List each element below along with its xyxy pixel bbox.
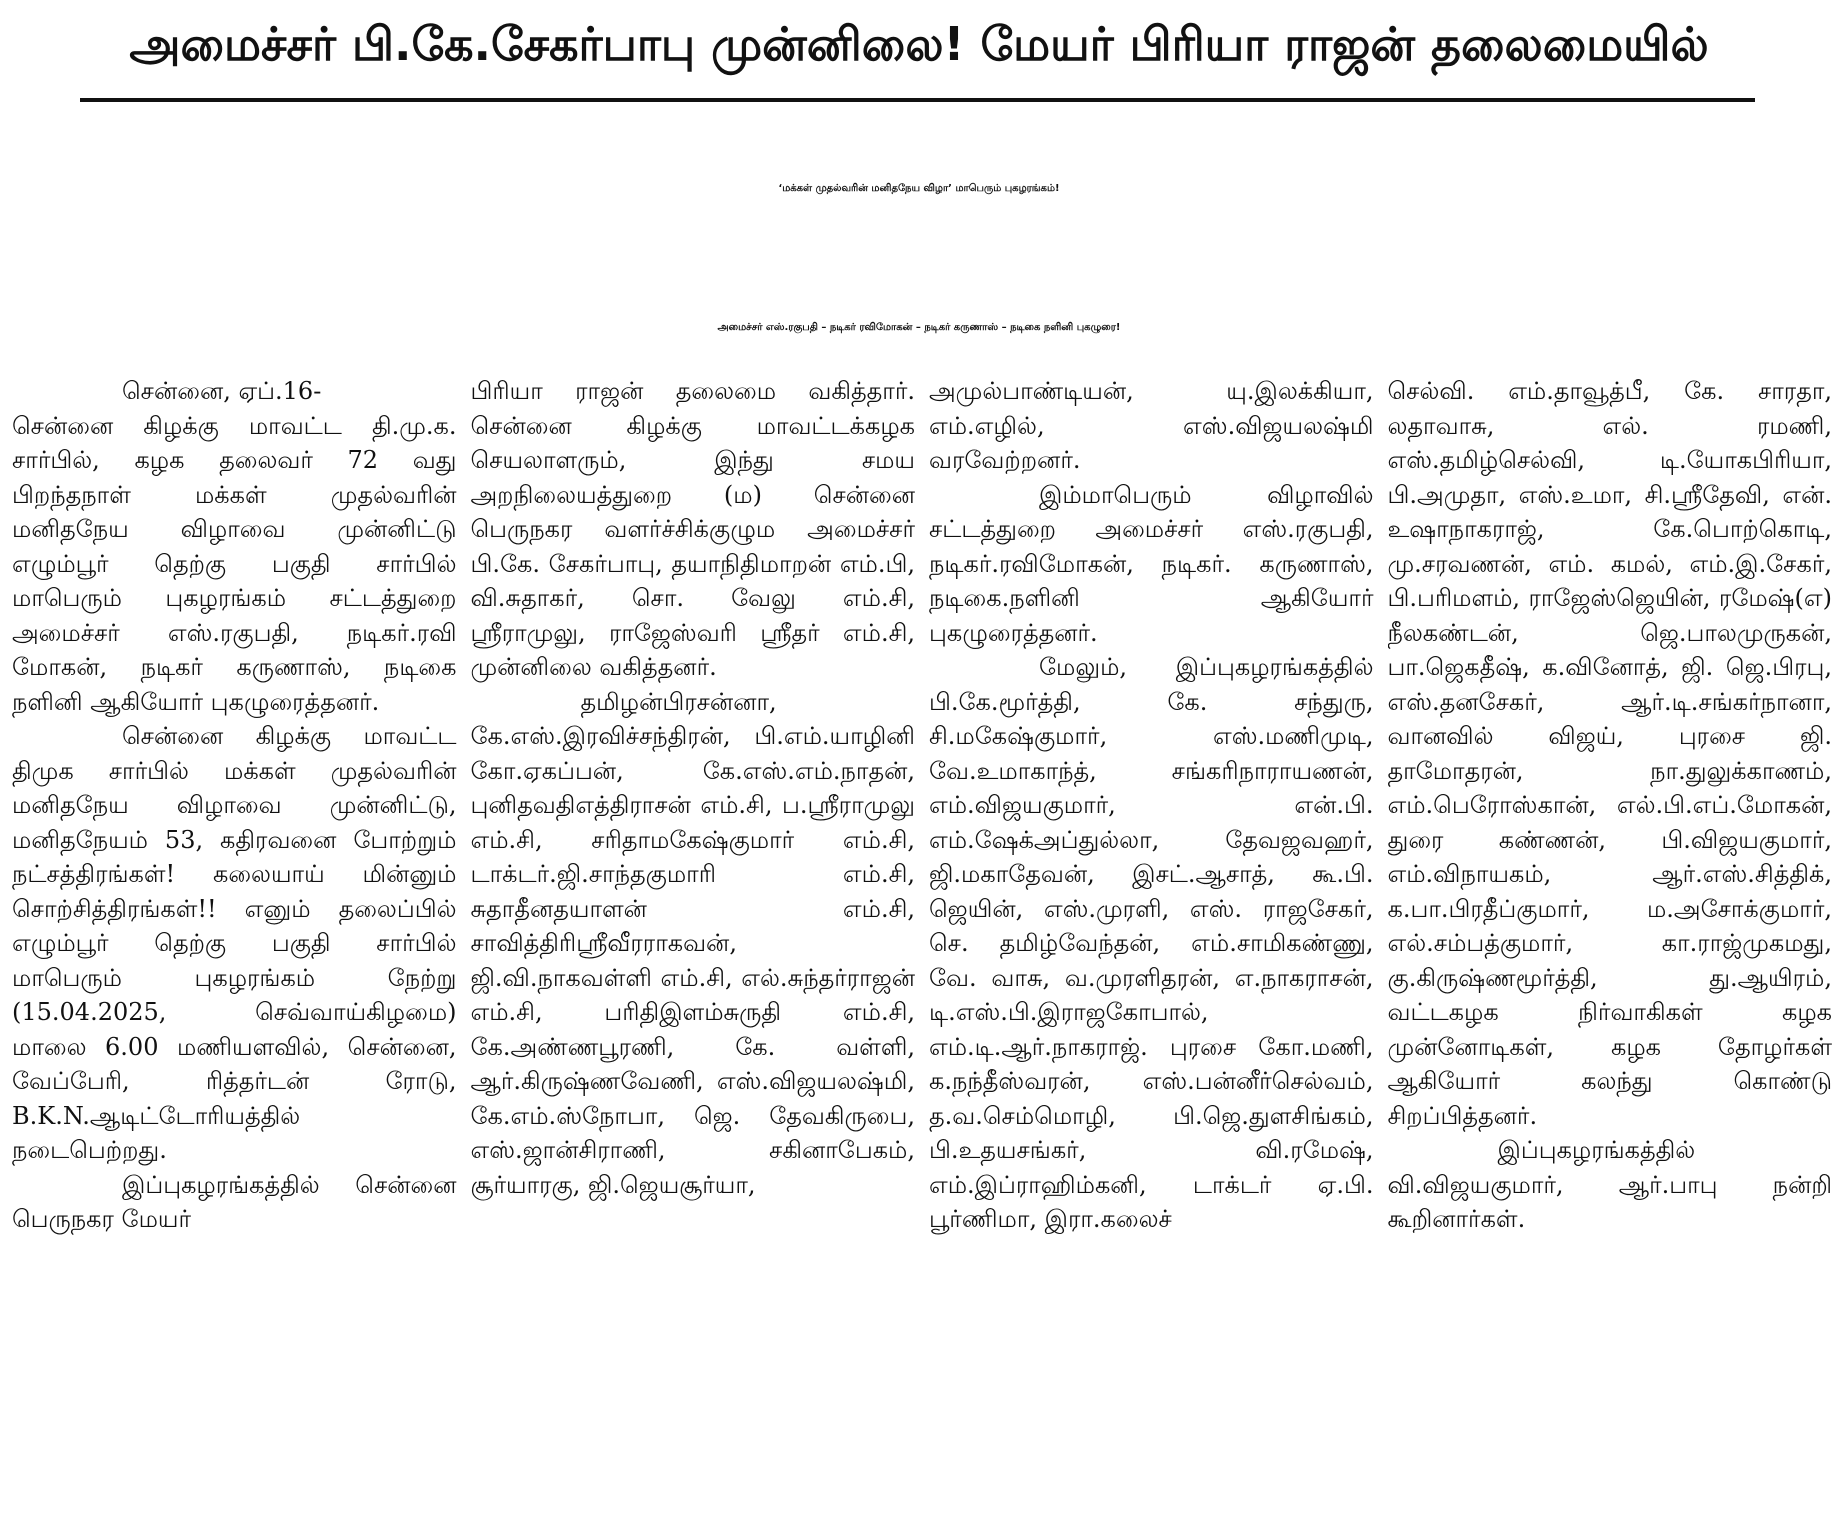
paragraph: இப்புகழரங்கத்தில் வி.விஜயகுமார், ஆர்.பாபு நன்றி கூறினார்கள். bbox=[1387, 1136, 1832, 1233]
kicker-headline: அமைச்சர் பி.கே.சேகர்பாபு முன்னிலை! மேயர் பிரியா ராஜன் தலைமையில் bbox=[129, 17, 1709, 71]
column-1 bbox=[12, 374, 457, 1524]
headline-divider bbox=[80, 98, 1755, 102]
sub-headline: அமைச்சர் எஸ்.ரகுபதி – நடிகர் ரவிமோகன் – நடிகர் கருணாஸ் – நடிகை நளினி புகழுரை! bbox=[717, 322, 1121, 333]
paragraph: சென்னை கிழக்கு மாவட்ட திமுக சார்பில் மக்கள் முதல்வரின் மனிதநேய விழாவை முன்னிட்டு, மனிதநேயம் 53, கதிரவனை போற்றும் நட்சத்திரங்கள்! கலையாய் மின்னும் சொற்சித்திரங்கள்!! எனும் தலைப்பில் எழும்பூர் தெற்கு பகுதி சார்பில் மாபெரும் புகழரங்கம் நேற்று (15.04.2025, செவ்வாய்கிழமை) மாலை 6.00 மணியளவில், சென்னை, வேப்பேரி, ரித்தர்டன் ரோடு, B.K.N.ஆடிட்டோரியத்தில் நடைபெற்றது. bbox=[12, 722, 457, 1164]
dateline: சென்னை, ஏப்.16- bbox=[122, 377, 322, 405]
paragraph: பிரியா ராஜன் தலைமை வகித்தார். சென்னை கிழக்கு மாவட்டக்கழக செயலாளரும், இந்து சமய அறநிலையத்துறை (ம) சென்னை பெருநகர வளர்ச்சிக்குழும அமைச்சர் பி.கே. சேகர்பாபு, தயாநிதிமாறன் எம்.பி, வி.சுதாகர், சொ. வேலு எம்.சி, ஸ்ரீராமுலு, ராஜேஸ்வரி ஸ்ரீதர் எம்.சி, முன்னிலை வகித்தனர். bbox=[470, 377, 915, 681]
column-3 bbox=[929, 374, 1374, 1524]
paragraph: மேலும், இப்புகழரங்கத்தில் பி.கே.மூர்த்தி, கே. சந்துரு, சி.மகேஷ்குமார், எஸ்.மணிமுடி, வே.உமாகாந்த், சங்கரிநாராயணன், எம்.விஜயகுமார், என்.பி. எம்.ஷேக்அப்துல்லா, தேவஜவஹர், ஜி.மகாதேவன், இசட்.ஆசாத், கூ.பி. ஜெயின், எஸ்.முரளி, எஸ். ராஜசேகர், செ. தமிழ்வேந்தன், எம்.சாமிகண்ணு, வே. வாசு, வ.முரளிதரன், எ.நாகராசன், டி.எஸ்.பி.இராஜகோபால், எம்.டி.ஆர்.நாகராஜ். புரசை கோ.மணி, க.நந்தீஸ்வரன், எஸ்.பன்னீர்செல்வம், த.வ.செம்மொழி, பி.ஜெ.துளசிங்கம், பி.உதயசங்கர், வி.ரமேஷ், எம்.இப்ராஹிம்கனி, டாக்டர் ஏ.பி. பூர்ணிமா, இரா.கலைச் bbox=[929, 653, 1374, 1233]
paragraph: இம்மாபெரும் விழாவில் சட்டத்துறை அமைச்சர் எஸ்.ரகுபதி, நடிகர்.ரவிமோகன், நடிகர். கருணாஸ், நடிகை.நளினி ஆகியோர் புகழுரைத்தனர். bbox=[929, 480, 1374, 647]
column-4 bbox=[1388, 374, 1833, 1524]
column-2 bbox=[471, 374, 916, 1524]
paragraph: இப்புகழரங்கத்தில் சென்னை பெருநகர மேயர் bbox=[12, 1170, 457, 1233]
paragraph: தமிழன்பிரசன்னா, கே.எஸ்.இரவிச்சந்திரன், பி.எம்.யாழினி கோ.ஏகப்பன், கே.எஸ்.எம்.நாதன், புனிதவதிஎத்திராசன் எம்.சி, ப.ஸ்ரீராமுலு எம்.சி, சரிதாமகேஷ்குமார் எம்.சி, டாக்டர்.ஜி.சாந்தகுமாரி எம்.சி, சுதாதீனதயாளன் எம்.சி, சாவித்திரிஸ்ரீவீரராகவன், ஜி.வி.நாகவள்ளி எம்.சி, எல்.சுந்தர்ராஜன் எம்.சி, பரிதிஇளம்சுருதி எம்.சி, கே.அண்ணபூரணி, கே. வள்ளி, ஆர்.கிருஷ்ணவேணி, எஸ்.விஜயலஷ்மி, கே.எம்.ஸ்நோபா, ஜெ. தேவகிருபை, எஸ்.ஜான்சிராணி, சகினாபேகம், சூர்யாரகு, ஜி.ஜெயசூர்யா, bbox=[470, 687, 915, 1199]
main-headline: ‘மக்கள் முதல்வரின் மனிதநேய விழா’ மாபெரும் புகழரங்கம்! bbox=[778, 183, 1060, 194]
paragraph: சென்னை கிழக்கு மாவட்ட தி.மு.க. சார்பில், கழக தலைவர் 72 வது பிறந்தநாள் மக்கள் முதல்வரின் மனிதநேய விழாவை முன்னிட்டு எழும்பூர் தெற்கு பகுதி சார்பில் மாபெரும் புகழரங்கம் சட்டத்துறை அமைச்சர் எஸ்.ரகுபதி, நடிகர்.ரவி மோகன், நடிகர் கருணாஸ், நடிகை நளினி ஆகியோர் புகழுரைத்தனர். bbox=[12, 411, 457, 716]
paragraph: செல்வி. எம்.தாவூத்பீ, கே. சாரதா, லதாவாசு, எல். ரமணி, எஸ்.தமிழ்செல்வி, டி.யோகபிரியா, பி.அமுதா, எஸ்.உமா, சி.ஸ்ரீதேவி, என். உஷாநாகராஜ், கே.பொற்கொடி, மு.சரவணன், எம். கமல், எம்.இ.சேகர், பி.பரிமளம், ராஜேஸ்ஜெயின், ரமேஷ்(எ) நீலகண்டன், ஜெ.பாலமுருகன், பா.ஜெகதீஷ், க.வினோத், ஜி. ஜெ.பிரபு, எஸ்.தனசேகர், ஆர்.டி.சங்கர்நானா, வானவில் விஜய், புரசை ஜி. தாமோதரன், நா.துலுக்காணம், எம்.பெரோஸ்கான், எல்.பி.எப்.மோகன், துரை கண்ணன், பி.விஜயகுமார், எம்.விநாயகம், ஆர்.எஸ்.சித்திக், க.பா.பிரதீப்குமார், ம.அசோக்குமார், எல்.சம்பத்குமார், கா.ராஜ்முகமது, கு.கிருஷ்ணமூர்த்தி, து.ஆயிரம், வட்டகழக நிர்வாகிகள் கழக முன்னோடிகள், கழக தோழர்கள் ஆகியோர் கலந்து கொண்டு சிறப்பித்தனர். bbox=[1387, 377, 1832, 1130]
article-body bbox=[12, 374, 1832, 1524]
paragraph: அமுல்பாண்டியன், யு.இலக்கியா, எம்.எழில், எஸ்.விஜயலஷ்மி வரவேற்றனர். bbox=[929, 377, 1374, 474]
